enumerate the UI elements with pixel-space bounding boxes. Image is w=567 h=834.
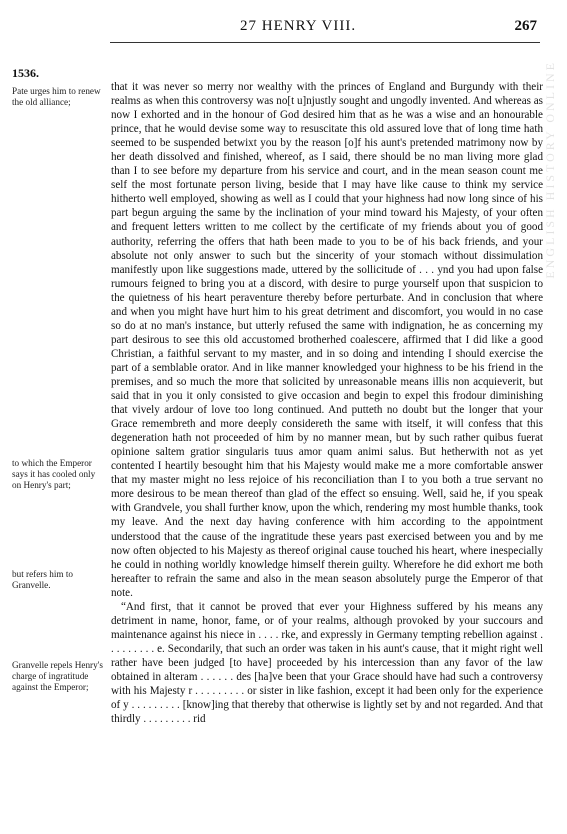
- running-title: 27 HENRY VIII.: [240, 18, 357, 34]
- header-rule: [110, 42, 540, 43]
- margin-note-granvelle: but refers him to Granvelle.: [12, 569, 73, 590]
- body-text: [111, 80, 543, 810]
- margin-note-emperor: to which the Emperor says it has cooled only on Henry's part;: [12, 458, 96, 490]
- running-header: [0, 18, 567, 40]
- page-number: 267: [514, 18, 537, 34]
- margin-note-alliance: Pate urges him to renew the old alliance;: [12, 86, 101, 107]
- paragraph: that it was never so merry nor wealthy with the princes of England and Burgundy with their realms as when this controversy was no[t u]njustly sought and ungodly invented. And whereas as now I exhorted and in the honour of God desired him that as he was a wise and an honourable prince, that he would devise some way to resuscitate this old assured love that of long time hath seemed to be suspended betwixt you by the reason [o]f his aunt's pretended matrimony now by her death dissolved and finished, whereof, as I said, there should be no man living more glad than I to see before my departure from his service and court, and in the mean season count me self the most fortunate person living, beside that I may have like cause to think my service hitherto well employed, showing as well as I could that your highness had now long since of his part begun arguing the same by the inclination of your mind toward his Majesty, of your often and frequent letters written to me collect by the certificate of my friends about you of good authority, referring the offers that hath been made to you to be of his back friends, and your absolute not only answer to such but the sincerity of your stomach without dissimulation manifestly upon like suggestions made, uttered by the sollicitude of . . . ynd you had upon false rumours feigned to bring you at a discord, with desire to purge yourself upon that suspicion to the quietness of his heart peraventure thereby before perturbate. And in conclusion that where and when you might have hurt him to his great detriment and discomfort, you would in no case so do at no man's instance, but utterly refused the same with indignation, he as concerning my part desirous to see this old accustomed brotherhed coalescere, affirmed that I did like a good Christian, a faithful servant to my master, and in so doing and intending I should exercise the part of a semblable orator. And in like manner knowledged your highness to be his friend in the premises, and so much the more that solicited by unreasonable means illis non acquieverit, but said that in you it only consisted to give occasion and begin to expel this frodour diminishing that vively ardour of love too long continued. And putteth no doubt but the longer that your Grace remembreth and more deeply considereth the same with itself, it will confess that this degeneration hath not proceeded of him by no manner mean, but by such rather quibus fuerat opinione saltem gratior singularis tuus amor quam animi salus. But hetherwith not as yet contented I heartily besought him that his Majesty would make me a more comfortable answer that my master might no less rejoice of his reconciliation than I to you both a true servant no more desirous to be mean thereof than glad of the effect so ensuing. Well, said he, if you speak with Grandvele, you shall further know, upon the which, rendering my most humble thanks, took my leave. And the next day having conference with him according to the appointment understood that the cause of the ingratitude these years past exercised between you and by me now often objected to his Majesty as thereof original cause touched his heart, where inespecially he could in nothing worldly knowledge himself therein guilty. Wherefore he did exhort me both hereafter to refrain the same and also in the mean season absolutely purge the Emperor of that note.: [111, 81, 543, 599]
- watermark-text: ENGLISH HISTORY ONLINE: [543, 60, 557, 279]
- paragraph: “And first, that it cannot be proved that ever your Highness suffered by his means any detriment in name, honor, fame, or of your realms, although provoked by your succours and maintenance against his niece in . . . . rke, and expressly in Germany tempting rebellion against . . . . . . . . . e. Secondarily, that such an order was taken in his aunt's cause, that it might right well rather have been judged [to have] proceeded by his intercession than any favor of the law obtained in alteram . . . . . . des [ha]ve been that your Grace should have had such a controversy with his Majesty r . . . . . . . . . or sister in like fashion, except it had been only for the experience of y . . . . . . . . . [know]ing that thereby that otherwise is lightly set by and not regarded. And that thirdly . . . . . . . . . rid: [111, 600, 543, 726]
- side-watermark: [543, 60, 567, 760]
- margin-year: 1536.: [12, 66, 39, 80]
- margin-note-ingratitude: Granvelle repels Henry's charge of ingratitude against the Emperor;: [12, 660, 103, 692]
